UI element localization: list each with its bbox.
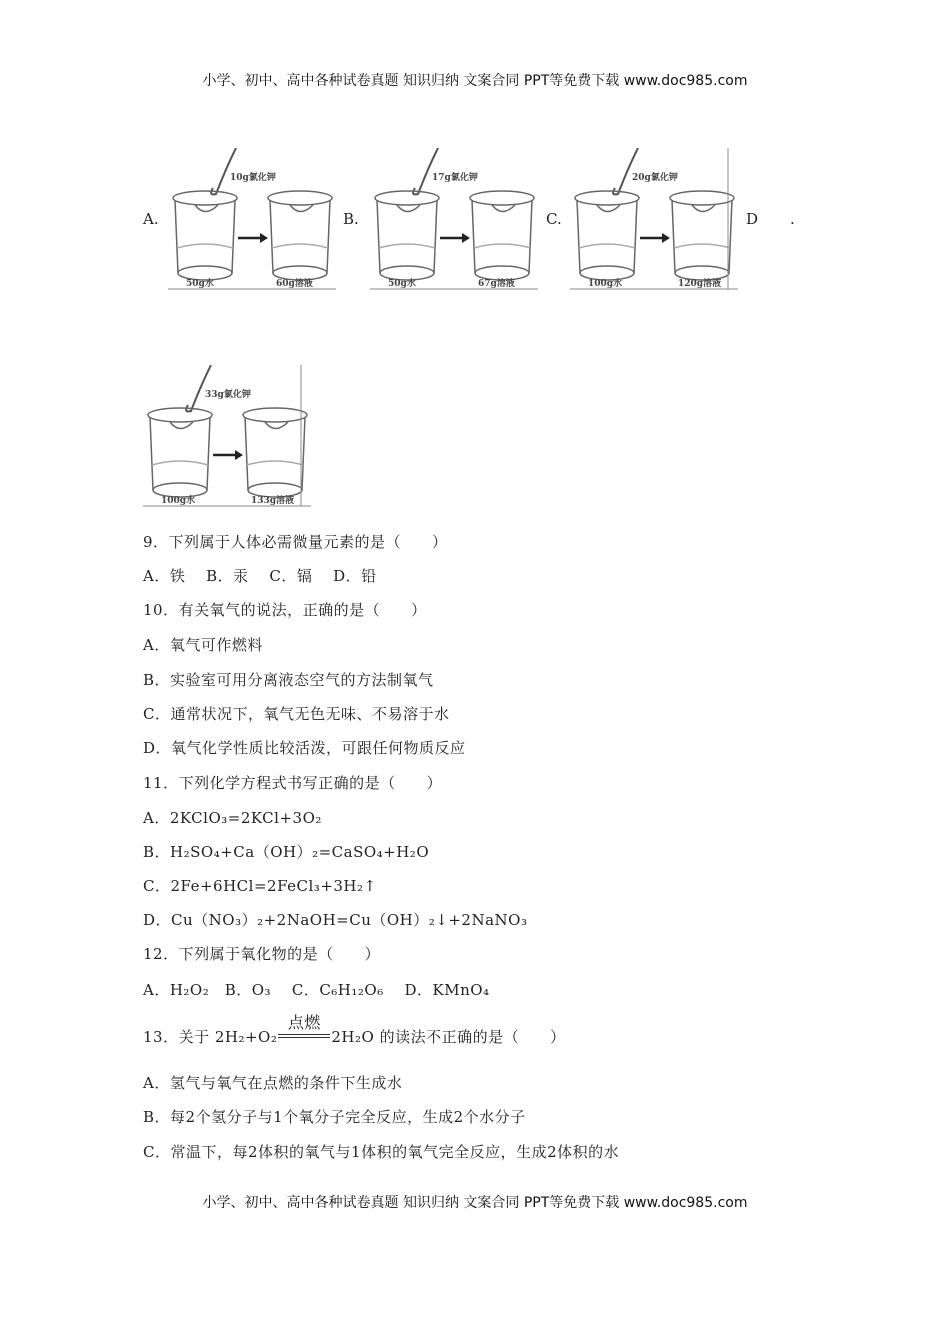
solution-label: 120g溶液 bbox=[678, 279, 722, 289]
spoon-icon bbox=[186, 365, 211, 411]
q8-option-c-figure bbox=[570, 148, 740, 297]
beaker-icon bbox=[243, 408, 307, 497]
beaker-diagram bbox=[570, 148, 740, 293]
beaker-diagram bbox=[143, 365, 313, 510]
q10-option-c: C．通常状况下，氧气无色无味、不易溶于水 bbox=[143, 705, 450, 723]
reaction-condition-sign bbox=[278, 1013, 330, 1042]
q10-option-b: B．实验室可用分离液态空气的方法制氧气 bbox=[143, 671, 434, 689]
q8-option-d-dot: . bbox=[790, 210, 795, 228]
q8-option-c-label: C. bbox=[546, 210, 562, 228]
spoon-icon bbox=[613, 148, 638, 194]
q10-option-a: A．氧气可作燃料 bbox=[143, 636, 263, 654]
beaker-icon bbox=[375, 191, 439, 280]
q13-option-a: A．氢气与氧气在点燃的条件下生成水 bbox=[143, 1074, 403, 1092]
water-label: 50g水 bbox=[186, 279, 214, 289]
water-label: 50g水 bbox=[388, 279, 416, 289]
beaker-diagram bbox=[168, 148, 338, 293]
solution-label: 133g溶液 bbox=[251, 496, 295, 506]
q9-stem: 9．下列属于人体必需微量元素的是（ ） bbox=[143, 533, 448, 551]
q8-option-b-label: B. bbox=[343, 210, 359, 228]
q11-option-a: A．2KClO₃=2KCl+3O₂ bbox=[143, 809, 322, 827]
water-label: 100g水 bbox=[161, 496, 196, 506]
q10-option-d: D．氧气化学性质比较活泼，可跟任何物质反应 bbox=[143, 739, 466, 757]
beaker-icon bbox=[268, 191, 332, 280]
q8-option-a-figure bbox=[168, 148, 338, 297]
water-label: 100g水 bbox=[588, 279, 623, 289]
q8-option-d-label: D bbox=[746, 210, 759, 228]
solution-label: 67g溶液 bbox=[478, 279, 515, 289]
q13-option-b: B．每2个氢分子与1个氧分子完全反应，生成2个水分子 bbox=[143, 1108, 526, 1126]
q8-option-d-figure bbox=[143, 365, 313, 514]
beaker-diagram bbox=[370, 148, 540, 293]
solute-label: 17g氯化钾 bbox=[432, 173, 478, 183]
q13-stem-prefix: 13．关于 2H₂+O₂ bbox=[143, 1028, 278, 1046]
reaction-condition: 点燃 bbox=[287, 1013, 321, 1032]
page-header: 小学、初中、高中各种试卷真题 知识归纳 文案合同 PPT等免费下载 www.doc985.com bbox=[202, 73, 748, 89]
solute-label: 10g氯化钾 bbox=[230, 173, 276, 183]
beaker-icon bbox=[148, 408, 212, 497]
q12-stem: 12．下列属于氧化物的是（ ） bbox=[143, 945, 381, 963]
q11-option-d: D．Cu（NO₃）₂+2NaOH=Cu（OH）₂↓+2NaNO₃ bbox=[143, 911, 528, 929]
q11-option-b: B．H₂SO₄+Ca（OH）₂=CaSO₄+H₂O bbox=[143, 843, 430, 861]
beaker-icon bbox=[470, 191, 534, 280]
q8-option-b-figure bbox=[370, 148, 540, 297]
solution-label: 60g溶液 bbox=[276, 279, 313, 289]
q8-option-a-label: A. bbox=[143, 210, 159, 228]
page-footer: 小学、初中、高中各种试卷真题 知识归纳 文案合同 PPT等免费下载 www.doc985.com bbox=[202, 1195, 748, 1211]
q13-stem bbox=[143, 1013, 566, 1047]
solute-label: 33g氯化钾 bbox=[205, 390, 251, 400]
solute-label: 20g氯化钾 bbox=[632, 173, 678, 183]
spoon-icon bbox=[211, 148, 236, 194]
beaker-icon bbox=[670, 191, 734, 280]
q10-stem: 10．有关氧气的说法，正确的是（ ） bbox=[143, 601, 427, 619]
q13-option-c: C．常温下，每2体积的氧气与1体积的氧气完全反应，生成2体积的水 bbox=[143, 1143, 620, 1161]
beaker-icon bbox=[575, 191, 639, 280]
q11-stem: 11．下列化学方程式书写正确的是（ ） bbox=[143, 774, 443, 792]
q12-options: A．H₂O₂ B．O₃ C．C₆H₁₂O₆ D．KMnO₄ bbox=[143, 981, 490, 999]
q13-stem-suffix: 2H₂O 的读法不正确的是（ ） bbox=[331, 1028, 566, 1046]
spoon-icon bbox=[413, 148, 438, 194]
beaker-icon bbox=[173, 191, 237, 280]
q11-option-c: C．2Fe+6HCl=2FeCl₃+3H₂↑ bbox=[143, 877, 377, 895]
q9-options: A．铁 B．汞 C．镉 D．铅 bbox=[143, 567, 377, 585]
